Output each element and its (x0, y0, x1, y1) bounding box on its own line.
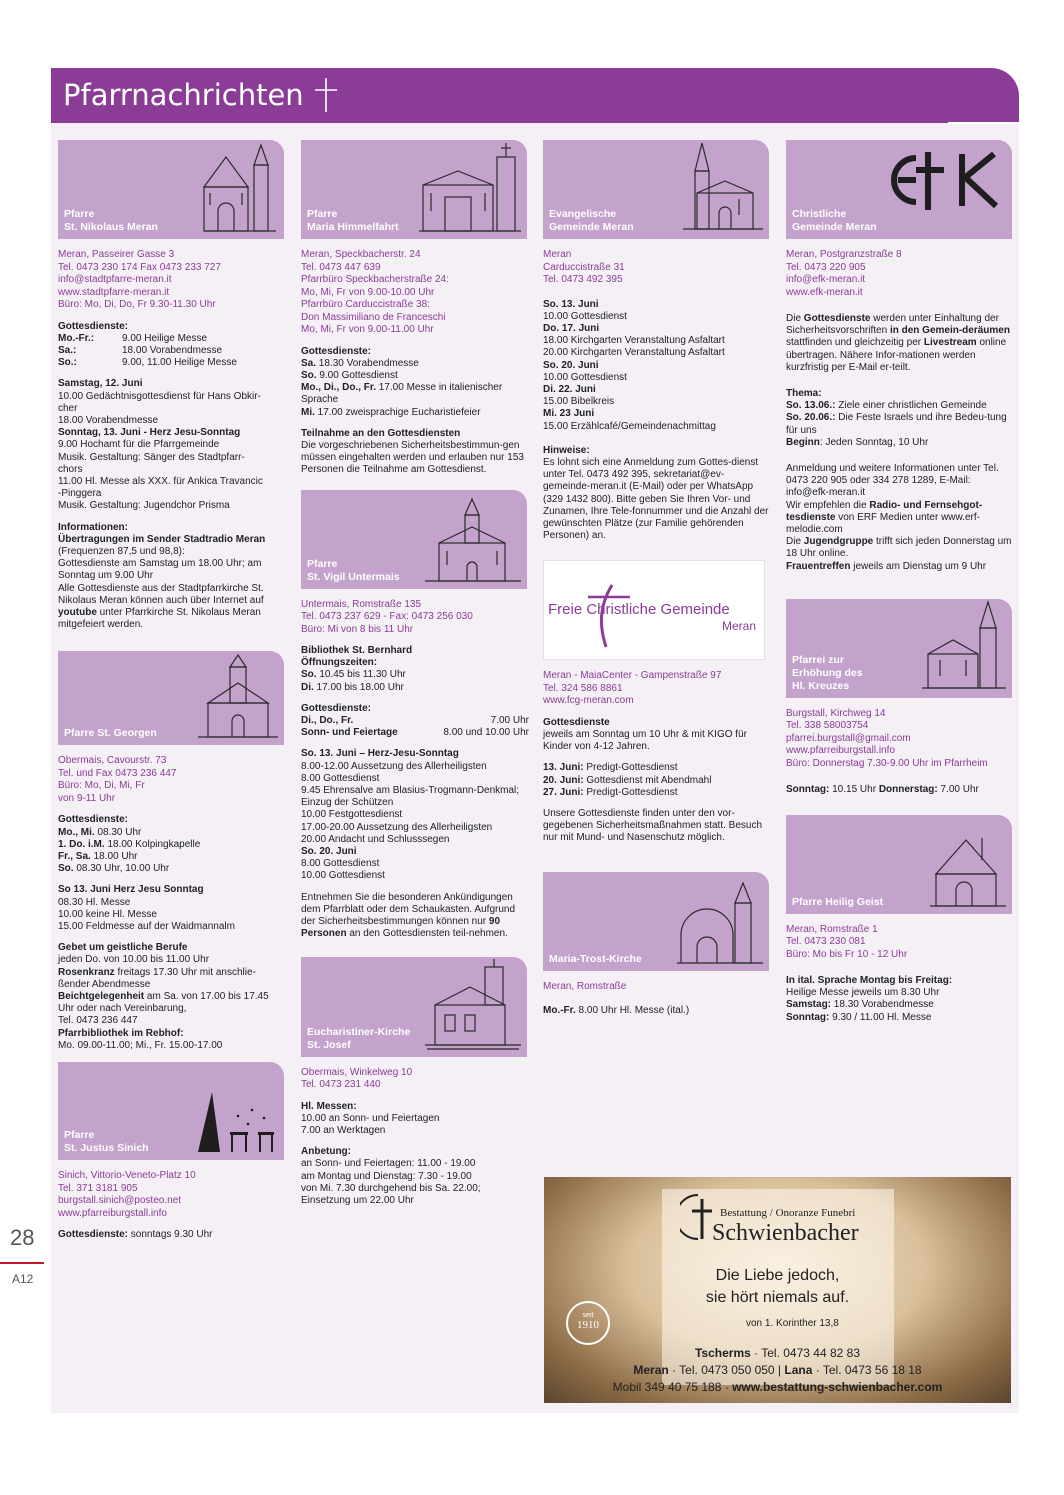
topic-text: : Jeden Sonntag, 10 Uhr (819, 436, 929, 448)
schedule-time: 18.00 Kolpingkapelle (104, 838, 201, 850)
contact-info: Meran - MaiaCenter - Gampenstraße 97 Tel. 324 586 8861 www.fcg-meran.com (543, 670, 722, 707)
ad-contact-line-3 (544, 1380, 1011, 1394)
event-line: 10.00 Gottesdienst (543, 371, 627, 383)
page-number: 28 (10, 1225, 35, 1250)
event-heading: Mi. 23 Juni (543, 408, 595, 420)
info-text: Es lohnt sich eine Anmeldung zum Gottes-dienst unter Tel. 0473 492 395, sekretariat@ev-gemeinde-meran.it (E-Mail) oder per WhatsApp (329 1432 800). Bitte geben Sie Ihren Vor- und Zunamen, Ihre Tele-fonnummer und die Anzahl der gewünschten Plätze (zur Familie gehörenden Personen) an. (543, 456, 769, 542)
schedule-day: Sonntag: (786, 784, 830, 796)
event-line: 18.00 Kirchgarten Veranstaltung Asfaltart (543, 335, 725, 347)
topic-date: So. 13.06.: (786, 400, 836, 412)
info-text: online übertragen. Nähere Infor-mationen werden kurzfristig per E-Mail er-teilt. (786, 337, 1007, 373)
event-date: 20. Juni: (543, 774, 584, 786)
info-bold: Beichtgelegenheit (58, 991, 145, 1003)
event-line: Gottesdienst mit Abendmahl (583, 774, 712, 786)
info-text: Wir empfehlen die (786, 499, 870, 511)
card-hl-kreuz (786, 599, 1012, 698)
church-illustration-icon (930, 830, 1006, 910)
header-divider (948, 122, 1019, 124)
schedule-time: 10.00 an Sonn- und Feiertagen (301, 1112, 440, 1124)
event-line: cher (58, 402, 78, 414)
event-block (58, 378, 286, 512)
church-illustration-icon (677, 877, 763, 967)
church-illustration-icon (922, 600, 1006, 694)
info-heading: Pfarrbibliothek im Rebhof: (58, 1027, 184, 1039)
schedule-heading: Gottesdienste: (301, 702, 372, 714)
schedule-heading: Gottesdienste (543, 716, 610, 728)
schedule-day: Mo., Mi. (58, 826, 95, 838)
event-line: 15.00 Bibelkreis (543, 396, 615, 408)
info-text: Die (786, 536, 804, 548)
event-block (301, 748, 529, 882)
schedule-block (58, 814, 286, 875)
schedule-time: 10.45 bis 11.30 Uhr (316, 669, 406, 681)
info-text: an den Gottesdiensten teil-nehmen. (346, 928, 508, 940)
info-text: am Sa. von 17.00 bis 17.45 Uhr oder nach Vereinbarung, (58, 991, 269, 1015)
event-heading: So. 20. Juni (543, 359, 599, 371)
church-illustration-icon (178, 1086, 278, 1156)
column-3 (543, 140, 771, 1017)
info-text: Unsere Gottesdienste finden unter den vor-gegebenen Sicherheitsmaßnahmen statt. Besuch nur mit Mund- und Nasenschutz möglich. (543, 808, 763, 844)
event-line: 11.00 Hl. Messe als XXX. für Ankica Travancic (58, 475, 263, 487)
schedule-day: Sonn- und Feiertage (301, 727, 398, 739)
ad-phone: · Tel. 0473 050 050 | (668, 1363, 785, 1377)
schedule-block (543, 717, 771, 754)
ad-contact-line-1 (544, 1346, 1011, 1360)
schedule-time: am Montag und Dienstag: 7.30 - 19.00 (301, 1170, 472, 1182)
ad-website-link[interactable]: www.bestattung-schwienbacher.com (732, 1380, 943, 1394)
ad-slogan-line-1: Die Liebe jedoch, (715, 1267, 840, 1284)
ad-slogan-line-2: sie hört niemals auf. (705, 1289, 850, 1306)
card-st-justus (58, 1062, 284, 1160)
event-line: 10.00 Gedächtnisgottesdienst für Hans Obkir- (58, 390, 261, 402)
info-bold: Jugendgruppe (803, 536, 874, 548)
info-text: stattfinden und gleichzeitig per (786, 337, 924, 349)
schedule-time: 10.15 Uhr (829, 784, 879, 796)
schedule-block (58, 1229, 286, 1241)
schedule-block (786, 784, 1014, 796)
card-title: Pfarre St. Justus Sinich (64, 1129, 149, 1155)
card-st-josef (301, 957, 527, 1057)
contact-info: Meran, Postgranzstraße 8 Tel. 0473 220 905 info@efk-meran.it www.efk-meran.it (786, 249, 902, 298)
info-bold: Frauentreffen (786, 560, 851, 572)
contact-info: Obermais, Cavourstr. 73 Tel. und Fax 0473 236 447 Büro: Mo, Di, Mi, Fr von 9-11 Uhr (58, 755, 177, 804)
event-line: 18.00 Vorabendmesse (58, 414, 159, 426)
info-text: jeweils am Dienstag um 9 Uhr (850, 560, 987, 572)
page-number-rule (0, 1262, 44, 1264)
contact-info: Obermais, Winkelweg 10 Tel. 0473 231 440 (301, 1066, 413, 1090)
church-illustration-icon (425, 959, 521, 1053)
schedule-time: 7.00 Uhr (490, 715, 529, 727)
schedule-time: 17.00 zweisprachige Eucharistiefeier (314, 406, 481, 418)
info-bold: youtube (58, 606, 97, 618)
schedule-heading: Gottesdienste: (58, 320, 129, 332)
event-heading: So 13. Juni Herz Jesu Sonntag (58, 884, 204, 896)
schedule-day: 1. Do. i.M. (58, 838, 105, 850)
schedule-time: 8.00 und 10.00 Uhr (443, 727, 529, 739)
schedule-day: Donnerstag: (878, 784, 938, 796)
ad-company-name: Schwienbacher (712, 1220, 859, 1246)
schedule-heading: Gottesdienste: (301, 345, 372, 357)
event-date: 27. Juni: (543, 786, 584, 798)
event-date: 13. Juni: (543, 762, 584, 774)
schedule-time: 18.00 Uhr (90, 850, 138, 862)
info-bold: 90 Personen (301, 916, 501, 940)
contact-info: Meran Carduccistraße 31 Tel. 0473 492 395 (543, 249, 625, 285)
info-bold: in den Gemein-deräumen (889, 325, 1010, 337)
ad-seal-label: seit (582, 1312, 594, 1319)
event-heading: So. 13. Juni (543, 298, 599, 310)
church-illustration-icon (425, 493, 521, 585)
schedule-time: Einsetzung um 22.00 Uhr (301, 1194, 414, 1206)
schedule-time: von Mi. 7.30 durchgehend bis Sa. 22.00; (301, 1182, 481, 1194)
event-line: 17.00-20.00 Aussetzung des Allerheiligsten (301, 821, 493, 833)
topic-text: Ziele einer christlichen Gemeinde (835, 400, 987, 412)
schedule-day: Mi. (301, 406, 315, 418)
schedule-heading: Anbetung: (301, 1146, 351, 1158)
info-text: werden unter Einhaltung der Sicherheitsvorschriften (786, 313, 999, 337)
contact-info: Burgstall, Kirchweg 14 Tel. 338 58003754 pfarrei.burgstall@gmail.com www.pfarreiburgstall.info Büro: Donnerstag 7.30-9.00 Uhr im Pfarrheim (786, 707, 988, 769)
event-line: 9.00 Hochamt für die Pfarrgemeinde (58, 439, 220, 451)
event-line: 10.00 Gottesdienst (543, 310, 627, 322)
info-bold: Gottesdienste (803, 313, 871, 324)
card-st-georgen (58, 651, 284, 745)
info-text: Anmeldung und weitere Informationen unter Tel. 0473 220 905 oder 334 278 1289, E-Mail: info@efk-meran.it (786, 463, 999, 499)
fcg-logo-subtext: Meran (721, 619, 756, 634)
ad-mobile: Mobil 349 40 75 188 · (612, 1380, 733, 1394)
card-title: Pfarre St. Georgen (64, 727, 157, 740)
event-line: 10.00 keine Hl. Messe (58, 908, 157, 920)
contact-info: Untermais, Romstraße 135 Tel. 0473 237 629 - Fax: 0473 256 030 Büro: Mi von 8 bis 11 Uhr (301, 598, 473, 635)
event-line: 10.00 Gottesdienst (301, 870, 385, 882)
ad-phone: · Tel. 0473 56 18 18 (812, 1363, 922, 1377)
card-title: Evangelische Gemeinde Meran (549, 208, 634, 233)
church-illustration-icon (419, 141, 521, 235)
schedule-time: 17.00 bis 18.00 Uhr (313, 681, 404, 693)
info-block (301, 892, 529, 941)
info-heading: Hinweise: (543, 444, 590, 456)
church-illustration-icon (683, 141, 763, 235)
schedule-day: Sa. (301, 357, 317, 369)
schedule-block (543, 1005, 771, 1017)
event-line: 08.30 Hl. Messe (58, 896, 131, 908)
event-line: chors (58, 463, 83, 475)
info-text: (Frequenzen 87,5 und 98,8): (58, 545, 185, 557)
contact-info: Sinich, Vittorio-Veneto-Platz 10 Tel. 371 3181 905 burgstall.sinich@posteo.net www.pfarreiburgstall.info (58, 1170, 196, 1219)
info-bold: Rosenkranz (58, 966, 115, 978)
schedule-block (786, 975, 1014, 1024)
schedule-text: jeweils am Sonntag um 10 Uhr & mit KIGO für Kinder von 4-12 Jahren. (543, 729, 747, 753)
topic-block (786, 388, 1014, 449)
schedule-heading: In ital. Sprache Montag bis Freitag: (786, 975, 953, 987)
fcg-logo-text: Freie Christliche Gemeinde (548, 601, 730, 619)
ad-seal (566, 1301, 610, 1345)
event-line: Musik. Gestaltung: Jugendchor Prisma (58, 500, 230, 512)
info-block (786, 463, 1014, 573)
schedule-time: 8.00 Uhr Hl. Messe (ital.) (575, 1005, 690, 1017)
schedule-heading: Gottesdienste: (58, 1229, 129, 1241)
schedule-block (301, 1146, 529, 1207)
event-line: 8.00-12.00 Aussetzung des Allerheiligsten (301, 760, 487, 772)
schedule-day: Samstag: (786, 999, 832, 1011)
contact-info: Meran, Romstraße (543, 980, 627, 992)
card-evangelische-gemeinde (543, 140, 769, 239)
schedule-day: Mo.-Fr. (543, 1005, 576, 1017)
info-heading: Gebet um geistliche Berufe (58, 942, 188, 954)
schedule-day: Fr., Sa. (58, 850, 91, 862)
ad-seal-year: 1910 (577, 1319, 599, 1331)
info-block (301, 428, 529, 477)
schedule-block (301, 703, 529, 740)
page-code: A12 (12, 1272, 34, 1286)
efk-logo-icon (886, 148, 1004, 212)
card-title: Christliche Gemeinde Meran (792, 208, 877, 233)
info-text: Mo. 09.00-11.00; Mi., Fr. 15.00-17.00 (58, 1039, 223, 1051)
ad-location: Meran (633, 1363, 669, 1377)
event-line: 10.00 Festgottesdienst (301, 809, 403, 821)
card-title: Pfarre St. Vigil Untermais (307, 557, 400, 583)
info-text: jeden Do. von 10.00 bis 11.00 Uhr (58, 954, 210, 966)
ad-phone: · Tel. 0473 44 82 83 (750, 1346, 860, 1360)
card-title: Maria-Trost-Kirche (549, 952, 642, 965)
event-line: Musik. Gestaltung: Sänger des Stadtpfarr- (58, 451, 245, 463)
schedule-day: Mo.-Fr.: (58, 332, 95, 344)
schedule-day: So. (301, 669, 317, 681)
event-line: 20.00 Kirchgarten Veranstaltung Asfaltart (543, 347, 725, 359)
schedule-heading: Hl. Messen: (301, 1100, 357, 1112)
card-heilig-geist (786, 815, 1012, 914)
ad-contact-line-2 (544, 1363, 1011, 1377)
schedule-day: Sonntag: (786, 1011, 830, 1023)
church-illustration-icon (198, 653, 278, 741)
info-bold: Übertragungen im Sender Stadtradio Meran (58, 533, 266, 545)
event-heading: Sonntag, 13. Juni - Herz Jesu-Sonntag (58, 427, 241, 439)
funeral-advertisement (544, 1177, 1011, 1403)
card-maria-trost (543, 872, 769, 971)
schedule-day: So. (301, 369, 317, 381)
library-block (301, 645, 529, 694)
schedule-day: Mo., Di., Do., Fr. (301, 382, 376, 394)
info-text: unter Pfarrkirche St. Nikolaus Meran mitgefeiert werden. (58, 606, 261, 631)
schedule-time: Heilige Messe jeweils um 8.30 Uhr (786, 987, 940, 999)
info-text: Die (786, 313, 804, 324)
card-title: Pfarre Maria Himmelfahrt (307, 208, 399, 233)
schedule-day: Di., Do., Fr. (301, 715, 354, 727)
library-hours-heading: Öffnungszeiten: (301, 657, 378, 669)
schedule-time: 08.30 Uhr, 10.00 Uhr (73, 863, 170, 875)
card-st-vigil (301, 490, 527, 589)
schedule-block (301, 346, 529, 419)
column-1 (58, 140, 286, 1241)
schedule-block (58, 321, 286, 370)
info-text: Alle Gottesdienste aus der Stadtpfarrkirche St. Nikolaus Meran können auch über Internet auf (58, 582, 264, 606)
event-line: -Pinggera (58, 488, 102, 500)
column-2 (301, 140, 529, 1207)
event-heading: So. 20. Juni (301, 846, 357, 858)
schedule-block (301, 1101, 529, 1138)
info-text: Die vorgeschriebenen Sicherheitsbestimmun-gen müssen eingehalten werden und erlauben nur 153 Personen die Teilnahme am Gottesdienst. (301, 439, 524, 476)
card-maria-himmelfahrt (301, 140, 527, 239)
info-heading: Informationen: (58, 521, 128, 533)
schedule-time: 18.30 Vorabendmesse (831, 999, 934, 1011)
event-heading: Samstag, 12. Juni (58, 378, 143, 390)
info-bold: Radio- und Fernsehgot-tesdienste (786, 499, 983, 523)
event-block (58, 884, 286, 933)
info-block (543, 808, 771, 845)
schedule-time: 18.30 Vorabendmesse (316, 357, 419, 369)
info-text: Entnehmen Sie die besonderen Ankündigungen dem Pfarrblatt oder dem Schaukasten. Aufgrund der Sicherheitsbestimmungen können nur (301, 891, 516, 928)
schedule-time: 9.00 Gottesdienst (316, 369, 398, 381)
event-line: 20.00 Andacht und Schlusssegen (301, 833, 450, 845)
event-block (543, 299, 771, 433)
header-bar (51, 68, 1019, 123)
info-text: trifft sich jeden Donnerstag um 18 Uhr online. (786, 536, 1012, 560)
info-text: Tel. 0473 236 447 (58, 1015, 138, 1027)
card-title: Pfarrei zur Erhöhung des Hl. Kreuzes (792, 653, 863, 692)
topic-heading: Thema: (786, 388, 822, 400)
ad-location: Lana (784, 1363, 813, 1377)
event-heading: Di. 22. Juni (543, 383, 596, 395)
info-block (58, 942, 286, 1052)
card-title: Eucharistiner-Kirche St. Josef (307, 1025, 411, 1051)
contact-info: Meran, Speckbacherstr. 24 Tel. 0473 447 639 Pfarrbüro Speckbacherstraße 24: Mo, Mi, Fr von 9.00-10.00 Uhr Pfarrbüro Carduccistraße 38: Don Massimiliano de Franceschi Mo, Mi, Fr von 9.00-11.00 Uhr (301, 249, 449, 335)
topic-text: Die Feste Israels und ihre Bedeu-tung für uns (786, 412, 1007, 436)
schedule-time: 17.00 Messe in italienischer Sprache (301, 382, 503, 406)
schedule-time: 9.30 / 11.00 Hl. Messe (829, 1011, 932, 1023)
event-line: 15.00 Erzählcafé/Gemeindenachmittag (543, 420, 716, 432)
library-heading: Bibliothek St. Bernhard (301, 645, 413, 657)
info-text: von ERF Medien unter www.erf-melodie.com (786, 511, 980, 536)
fcg-logo-box (543, 560, 765, 660)
event-line: Predigt-Gottesdienst (583, 786, 678, 798)
info-block (786, 313, 1014, 374)
schedule-time: 9.00 Heilige Messe (122, 332, 208, 344)
info-block (58, 522, 286, 632)
card-title: Pfarre St. Nikolaus Meran (64, 208, 158, 233)
event-line: 9.45 Ehrensalve am Blasius-Trogmann-Denkmal; Einzug der Schützen (301, 785, 520, 809)
contact-info: Meran, Romstraße 1 Tel. 0473 230 081 Büro: Mo bis Fr 10 - 12 Uhr (786, 923, 908, 960)
event-heading: So. 13. Juni – Herz-Jesu-Sonntag (301, 748, 459, 760)
info-block (543, 445, 771, 543)
card-st-nikolaus (58, 140, 284, 239)
ad-tagline: Bestattung / Onoranze Funebri (720, 1207, 856, 1219)
contact-info: Meran, Passeirer Gasse 3 Tel. 0473 230 174 Fax 0473 233 727 info@stadtpfarre-meran.it www.stadtpfarre-meran.it Büro: Mo, Di, Do, Fr 9.30-11.30 Uhr (58, 249, 221, 310)
schedule-day: So.: (58, 357, 77, 369)
event-line: 15.00 Feldmesse auf der Waidmannalm (58, 921, 235, 932)
schedule-time: an Sonn- und Feiertagen: 11.00 - 19.00 (301, 1158, 476, 1170)
schedule-time: 08.30 Uhr (94, 826, 142, 838)
ad-location: Tscherms (694, 1346, 751, 1360)
topic-date: So. 20.06.: (786, 412, 836, 424)
ad-quote-source: von 1. Korinther 13,8 (746, 1318, 839, 1329)
church-illustration-icon (198, 143, 278, 235)
schedule-time: 18.00 Vorabendmesse (122, 344, 223, 356)
schedule-time: 7.00 an Werktagen (301, 1124, 386, 1136)
event-block (543, 762, 771, 799)
page-title: Pfarrnachrichten (63, 78, 304, 112)
event-line: Predigt-Gottesdienst (583, 762, 678, 774)
event-heading: Do. 17. Juni (543, 322, 600, 334)
topic-date: Beginn (786, 436, 820, 448)
schedule-time: 9.00, 11.00 Heilige Messe (122, 357, 237, 369)
info-heading: Teilnahme an den Gottesdiensten (301, 427, 461, 439)
event-line: 8.00 Gottesdienst (301, 858, 380, 870)
info-text: Gottesdienste am Samstag um 18.00 Uhr; am Sonntag um 9.00 Uhr (58, 558, 262, 582)
card-christliche-gemeinde (786, 140, 1012, 239)
event-line: 8.00 Gottesdienst (301, 772, 380, 784)
info-bold: Livestream (923, 337, 977, 349)
cross-icon (313, 76, 339, 114)
schedule-time: sonntags 9.30 Uhr (128, 1229, 213, 1241)
schedule-day: So. (58, 863, 74, 875)
info-text: freitags 17.30 Uhr mit anschlie-ßender Abendmesse (58, 966, 256, 990)
card-title: Pfarre Heilig Geist (792, 895, 884, 908)
schedule-day: Di. (301, 681, 314, 693)
schedule-time: 7.00 Uhr (937, 784, 979, 796)
column-4 (786, 140, 1014, 1024)
schedule-day: Sa.: (58, 344, 77, 356)
schedule-heading: Gottesdienste: (58, 814, 129, 826)
